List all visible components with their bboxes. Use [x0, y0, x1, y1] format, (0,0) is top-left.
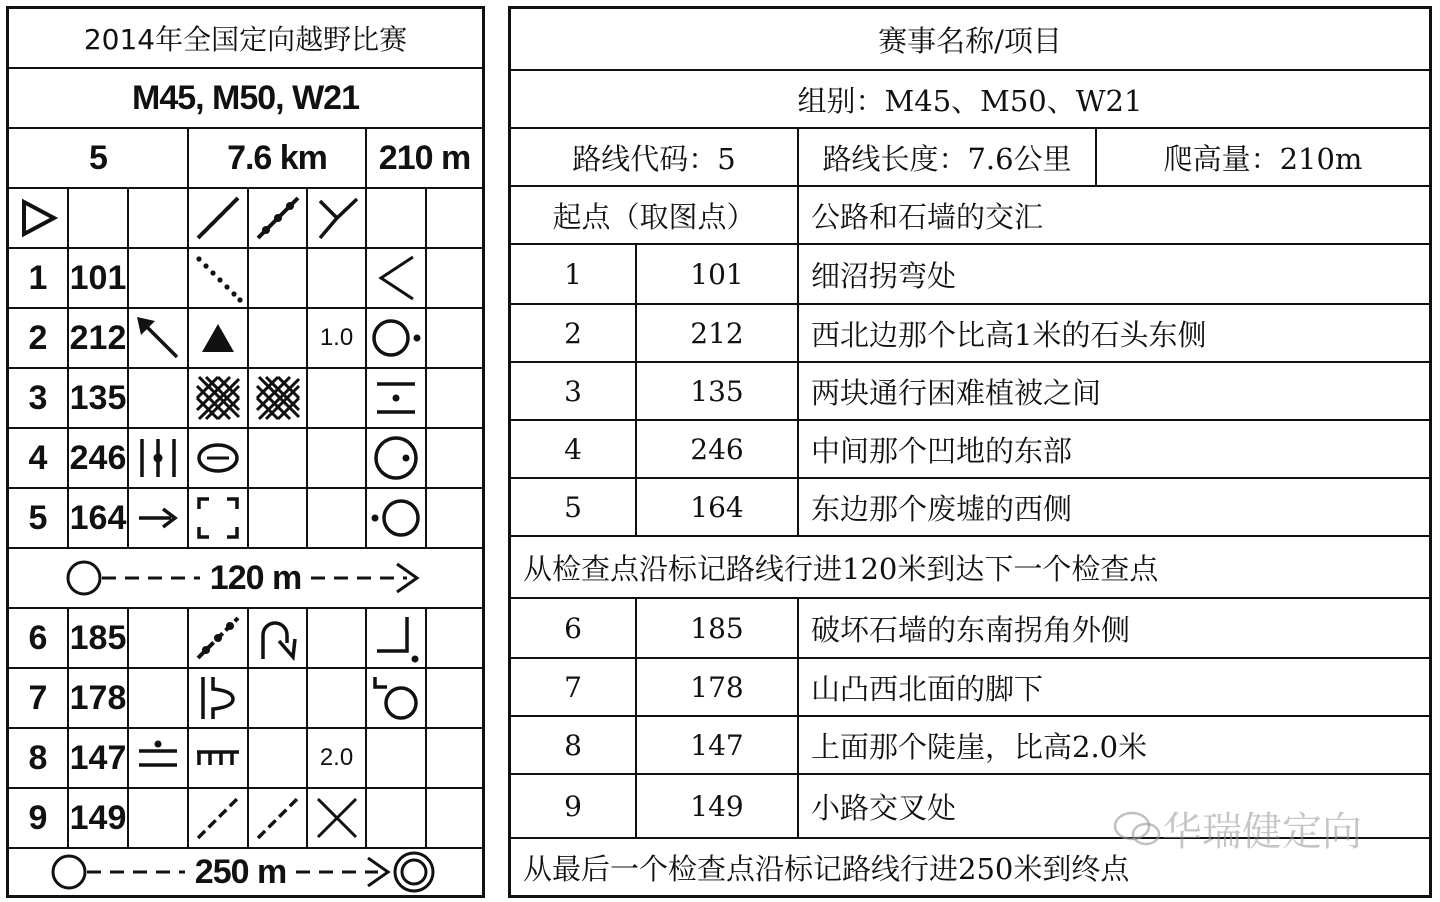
control-seq: 6	[564, 611, 582, 645]
control-row-8	[511, 717, 1429, 775]
control-code: 135	[690, 374, 744, 408]
road-icon	[189, 189, 247, 247]
ruined-wall-icon	[189, 609, 247, 667]
control-row-5	[511, 479, 1429, 537]
middle-icon	[129, 429, 187, 487]
route-arrow-icon	[307, 556, 427, 600]
classes-line: 组别：M45、M50、W21	[797, 83, 1143, 118]
start-triangle-icon	[9, 189, 67, 247]
course-info-row	[511, 129, 1429, 187]
classes-value: M45, M50, W21	[132, 78, 359, 117]
cliff-height: 2.0	[319, 744, 354, 771]
control-seq: 1	[28, 258, 48, 297]
watermark	[1112, 798, 1412, 858]
path-icon	[189, 789, 247, 847]
control-code: 185	[690, 611, 744, 645]
control-seq: 1	[564, 257, 582, 291]
control-seq: 8	[564, 728, 582, 762]
course-length-line: 路线长度：7.6公里	[822, 141, 1072, 176]
wechat-logo-icon	[1112, 808, 1162, 848]
control-code: 185	[69, 618, 127, 657]
event-title: 2014年全国定向越野比赛	[83, 23, 408, 56]
control-row-9	[9, 789, 482, 849]
control-description: 上面那个陡崖，比高2.0米	[811, 729, 1148, 764]
control-row-4	[9, 429, 482, 489]
control-code: 178	[690, 670, 744, 704]
control-description: 东边那个废墟的西侧	[811, 491, 1073, 526]
control-seq: 3	[564, 374, 582, 408]
control-seq: 2	[28, 318, 48, 357]
between-icon	[367, 369, 425, 427]
control-circle-icon	[49, 850, 189, 894]
control-seq: 2	[564, 316, 582, 350]
stone-wall-icon	[249, 189, 306, 247]
start-description: 公路和石墙的交汇	[811, 199, 1044, 234]
watermark-text: 华瑞健定向	[1162, 808, 1362, 855]
start-label: 起点（取图点）	[552, 199, 756, 234]
upper-icon	[129, 729, 187, 787]
control-code: 164	[690, 490, 744, 524]
control-code: 212	[690, 316, 744, 350]
east-arrow-icon	[129, 489, 187, 547]
cliff-icon	[189, 729, 247, 787]
control-row-6	[511, 599, 1429, 659]
boulder-icon	[189, 309, 247, 367]
marked-route-distance: 120 m	[209, 558, 302, 597]
climb-line: 爬高量：210m	[1163, 141, 1363, 176]
boulder-height: 1.0	[319, 324, 354, 351]
control-code: 149	[69, 798, 127, 837]
path-icon	[249, 789, 306, 847]
outside-corner-icon	[249, 609, 306, 667]
narrow-marsh-icon	[189, 249, 247, 307]
control-row-6	[9, 609, 482, 669]
control-code: 135	[69, 378, 127, 417]
control-seq: 7	[28, 678, 48, 717]
course-info-row	[9, 129, 482, 189]
control-row-4	[511, 421, 1429, 479]
ruin-icon	[189, 489, 247, 547]
header-row	[511, 9, 1429, 71]
text-description-sheet	[508, 6, 1432, 898]
west-side-icon	[367, 489, 425, 547]
event-title-row	[9, 9, 482, 69]
control-code: 164	[69, 498, 127, 537]
marked-route-row	[511, 537, 1429, 599]
finish-route-distance: 250 m	[194, 852, 287, 891]
control-code: 212	[69, 318, 127, 357]
junction-icon	[308, 189, 365, 247]
control-seq: 3	[28, 378, 48, 417]
control-seq: 9	[564, 789, 582, 823]
control-description: 细沼拐弯处	[811, 258, 957, 293]
control-seq: 5	[564, 490, 582, 524]
east-part-icon	[367, 429, 425, 487]
foot-northwest-icon	[367, 669, 425, 727]
classes-row	[511, 71, 1429, 129]
east-side-icon	[367, 309, 425, 367]
control-description: 中间那个凹地的东部	[811, 433, 1073, 468]
control-description: 西北边那个比高1米的石头东侧	[811, 317, 1207, 352]
control-seq: 4	[28, 438, 48, 477]
start-row	[511, 187, 1429, 245]
course-code-line: 路线代码：5	[572, 141, 736, 176]
control-seq: 6	[28, 618, 48, 657]
control-row-3	[511, 363, 1429, 421]
control-row-7	[511, 659, 1429, 717]
undergrowth-icon	[189, 369, 247, 427]
control-code: 147	[69, 738, 127, 777]
sheet-header: 赛事名称/项目	[878, 23, 1062, 58]
control-row-2	[9, 309, 482, 369]
start-row	[9, 189, 482, 249]
control-row-7	[9, 669, 482, 729]
control-circle-icon	[64, 556, 204, 600]
control-row-5	[9, 489, 482, 549]
control-row-3	[9, 369, 482, 429]
control-description: 破坏石墙的东南拐角外侧	[811, 612, 1131, 647]
course-climb: 210 m	[378, 138, 471, 177]
control-code: 101	[69, 258, 127, 297]
control-seq: 4	[564, 432, 582, 466]
classes-row	[9, 69, 482, 129]
depression-icon	[189, 429, 247, 487]
control-code: 178	[69, 678, 127, 717]
course-code: 5	[89, 138, 107, 177]
control-seq: 9	[28, 798, 48, 837]
course-length: 7.6 km	[227, 138, 327, 177]
spur-icon	[189, 669, 247, 727]
control-code: 246	[69, 438, 127, 477]
control-description: 山凸西北面的脚下	[811, 671, 1044, 706]
southeast-corner-icon	[367, 609, 425, 667]
marked-route-row	[9, 549, 482, 609]
control-row-1	[511, 245, 1429, 305]
control-row-2	[511, 305, 1429, 363]
control-row-1	[9, 249, 482, 309]
control-code: 147	[690, 728, 744, 762]
control-code: 101	[690, 257, 744, 291]
control-seq: 8	[28, 738, 48, 777]
pictorial-description-sheet	[6, 6, 485, 898]
bend-icon	[367, 249, 425, 307]
control-seq: 7	[564, 670, 582, 704]
marked-route-text: 从检查点沿标记路线行进120米到达下一个检查点	[523, 551, 1159, 586]
control-code: 149	[690, 789, 744, 823]
finish-icon	[292, 850, 442, 894]
northwest-arrow-icon	[129, 309, 187, 367]
control-description: 小路交叉处	[811, 790, 957, 825]
control-row-8	[9, 729, 482, 789]
crossing-icon	[308, 789, 365, 847]
finish-route-text: 从最后一个检查点沿标记路线行进250米到终点	[523, 851, 1130, 886]
control-code: 246	[690, 432, 744, 466]
finish-route-row	[9, 849, 482, 895]
control-description: 两块通行困难植被之间	[811, 375, 1102, 410]
control-seq: 5	[28, 498, 48, 537]
undergrowth-icon	[249, 369, 306, 427]
